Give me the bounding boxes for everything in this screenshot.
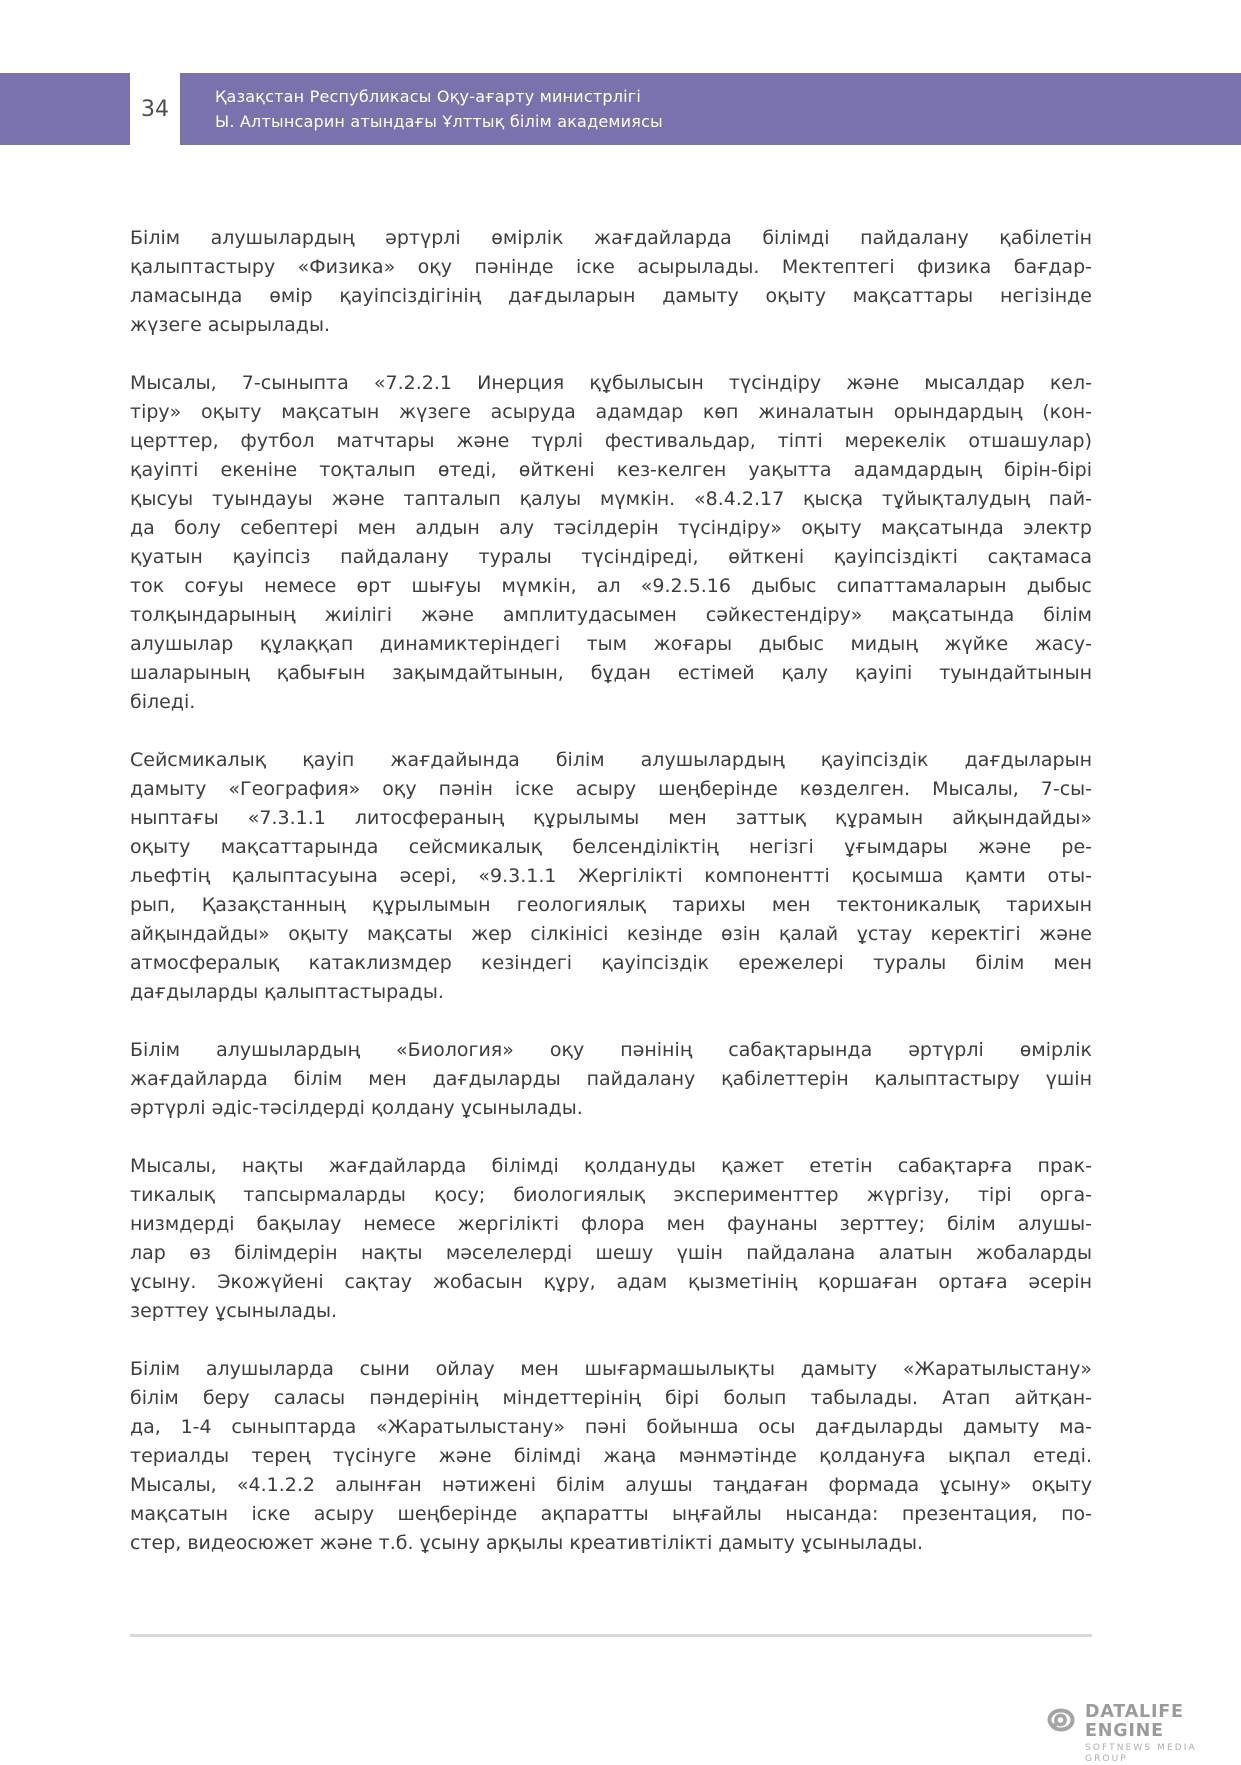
header-ministry-line: Қазақстан Республикасы Оқу-ағарту министрлігі <box>215 87 642 106</box>
text-line: Мысалы, «4.1.2.2 алынған нәтижені білім алушы таңдаған формада ұсыну» оқыту <box>130 1474 1092 1496</box>
text-line: толқындарының жиілігі және амплитудасымен сәйкестендіру» мақсатында білім <box>130 604 1092 626</box>
text-line: қауіпті екеніне тоқталып өтеді, өйткені кез-келген уақытта адамдардың бірін-бірі <box>130 459 1092 481</box>
text-line: дағдыларды қалыптастырады. <box>130 981 444 1003</box>
text-line: алушылар құлаққап динамиктеріндегі тым жоғары дыбыс мидың жүйке жасу- <box>130 633 1092 655</box>
text-line: да болу себептері мен алдын алу тәсілдерін түсіндіру» оқыту мақсатында электр <box>130 517 1092 539</box>
paragraph <box>130 1036 1092 1123</box>
header-band <box>180 73 1241 145</box>
text-line: териалды терең түсінуге және білімді жаңа мәнмәтінде қолдануға ықпал етеді. <box>130 1445 1092 1467</box>
datalife-engine-logo <box>1044 1703 1241 1765</box>
header-left-block <box>0 73 130 145</box>
text-line: айқындайды» оқыту мақсаты жер сілкінісі кезінде өзін қалай ұстау керектігі және <box>130 923 1092 945</box>
paragraph <box>130 369 1092 717</box>
text-line: білім беру саласы пәндерінің міндеттерінің бірі болып табылады. Атап айтқан- <box>130 1387 1092 1409</box>
text-line: Білім алушылардың әртүрлі өмірлік жағдайларда білімді пайдалану қабілетін <box>130 227 1092 249</box>
text-line: жағдайларда білім мен дағдыларды пайдалану қабілеттерін қалыптастыру үшін <box>130 1068 1092 1090</box>
text-line: церттер, футбол матчтары және түрлі фестивальдар, тіпті мерекелік отшашулар) <box>130 430 1092 452</box>
text-line: жүзеге асырылады. <box>130 314 330 336</box>
text-line: рып, Қазақстанның құрылымын геологиялық тарихы мен тектоникалық тарихын <box>130 894 1092 916</box>
text-line: Мысалы, нақты жағдайларда білімді қолдануды қажет ететін сабақтарға прак- <box>130 1155 1092 1177</box>
text-line: ламасында өмір қауіпсіздігінің дағдыларын дамыту оқыту мақсаттары негізінде <box>130 285 1092 307</box>
paragraph <box>130 746 1092 1007</box>
text-line: Білім алушыларда сыни ойлау мен шығармашылықты дамыту «Жаратылыстану» <box>130 1358 1092 1380</box>
text-line: тіру» оқыту мақсатын жүзеге асыруда адамдар көп жиналатын орындардың (кон- <box>130 401 1092 423</box>
eye-icon <box>1044 1705 1078 1739</box>
page-number: 34 <box>141 96 169 122</box>
logo-subtitle: SOFTNEWS MEDIA GROUP <box>1085 1743 1197 1764</box>
text-line: оқыту мақсаттарында сейсмикалық белсенділіктің негізгі ұғымдары және ре- <box>130 836 1092 858</box>
footer-divider <box>130 1634 1092 1637</box>
logo-text <box>1085 1703 1241 1765</box>
text-line: Білім алушылардың «Биология» оқу пәнінің сабақтарында әртүрлі өмірлік <box>130 1039 1092 1061</box>
text-line: низмдерді бақылау немесе жергілікті флора мен фаунаны зерттеу; білім алушы- <box>130 1213 1092 1235</box>
text-line: Сейсмикалық қауіп жағдайында білім алушылардың қауіпсіздік дағдыларын <box>130 749 1092 771</box>
paragraph <box>130 1152 1092 1326</box>
text-line: тикалық тапсырмаларды қосу; биологиялық эксперименттер жүргізу, тірі орга- <box>130 1184 1092 1206</box>
text-line: да, 1-4 сыныптарда «Жаратылыстану» пәні бойынша осы дағдыларды дамыту ма- <box>130 1416 1092 1438</box>
text-line: қалыптастыру «Физика» оқу пәнінде іске асырылады. Мектептегі физика бағдар- <box>130 256 1092 278</box>
text-line: зерттеу ұсынылады. <box>130 1300 338 1322</box>
text-line: қуатын қауіпсіз пайдалану туралы түсіндіреді, өйткені қауіпсіздікті сақтамаса <box>130 546 1092 568</box>
text-line: ұсыну. Экожүйені сақтау жобасын құру, адам қызметінің қоршаған ортаға әсерін <box>130 1271 1092 1293</box>
header-academy-line: Ы. Алтынсарин атындағы Ұлттық білім академиясы <box>215 112 663 131</box>
paragraph <box>130 224 1092 340</box>
body-text <box>130 224 1092 1587</box>
text-line: мақсатын іске асыру шеңберінде ақпаратты ыңғайлы нысанда: презентация, по- <box>130 1503 1092 1525</box>
text-line: стер, видеосюжет және т.б. ұсыну арқылы креативтілікті дамыту ұсынылады. <box>130 1532 923 1554</box>
text-line: әртүрлі әдіс-тәсілдерді қолдану ұсынылады. <box>130 1097 583 1119</box>
text-line: атмосфералық катаклизмдер кезіндегі қауіпсіздік ережелері туралы білім мен <box>130 952 1092 974</box>
logo-title: DATALIFE ENGINE <box>1085 1702 1184 1741</box>
paragraph <box>130 1355 1092 1558</box>
text-line: льефтің қалыптасуына әсері, «9.3.1.1 Жергілікті компонентті қосымша қамти оты- <box>130 865 1092 887</box>
text-line: қысуы туындауы және тапталып қалуы мүмкін. «8.4.2.17 қысқа тұйықталудың пай- <box>130 488 1092 510</box>
text-line: шаларының қабығын зақымдайтынын, бұдан естімей қалу қауіпі туындайтынын <box>130 662 1092 684</box>
text-line: ныптағы «7.3.1.1 литосфераның құрылымы мен заттық құрамын айқындайды» <box>130 807 1092 829</box>
text-line: лар өз білімдерін нақты мәселелерді шешу үшін пайдалана алатын жобаларды <box>130 1242 1092 1264</box>
text-line: Мысалы, 7-сыныпта «7.2.2.1 Инерция құбылысын түсіндіру және мысалдар кел- <box>130 372 1092 394</box>
text-line: дамыту «География» оқу пәнін іске асыру шеңберінде көзделген. Мысалы, 7-сы- <box>130 778 1092 800</box>
text-line: біледі. <box>130 691 196 713</box>
page-header <box>0 73 1241 145</box>
text-line: ток соғуы немесе өрт шығуы мүмкін, ал «9.2.5.16 дыбыс сипаттамаларын дыбыс <box>130 575 1092 597</box>
